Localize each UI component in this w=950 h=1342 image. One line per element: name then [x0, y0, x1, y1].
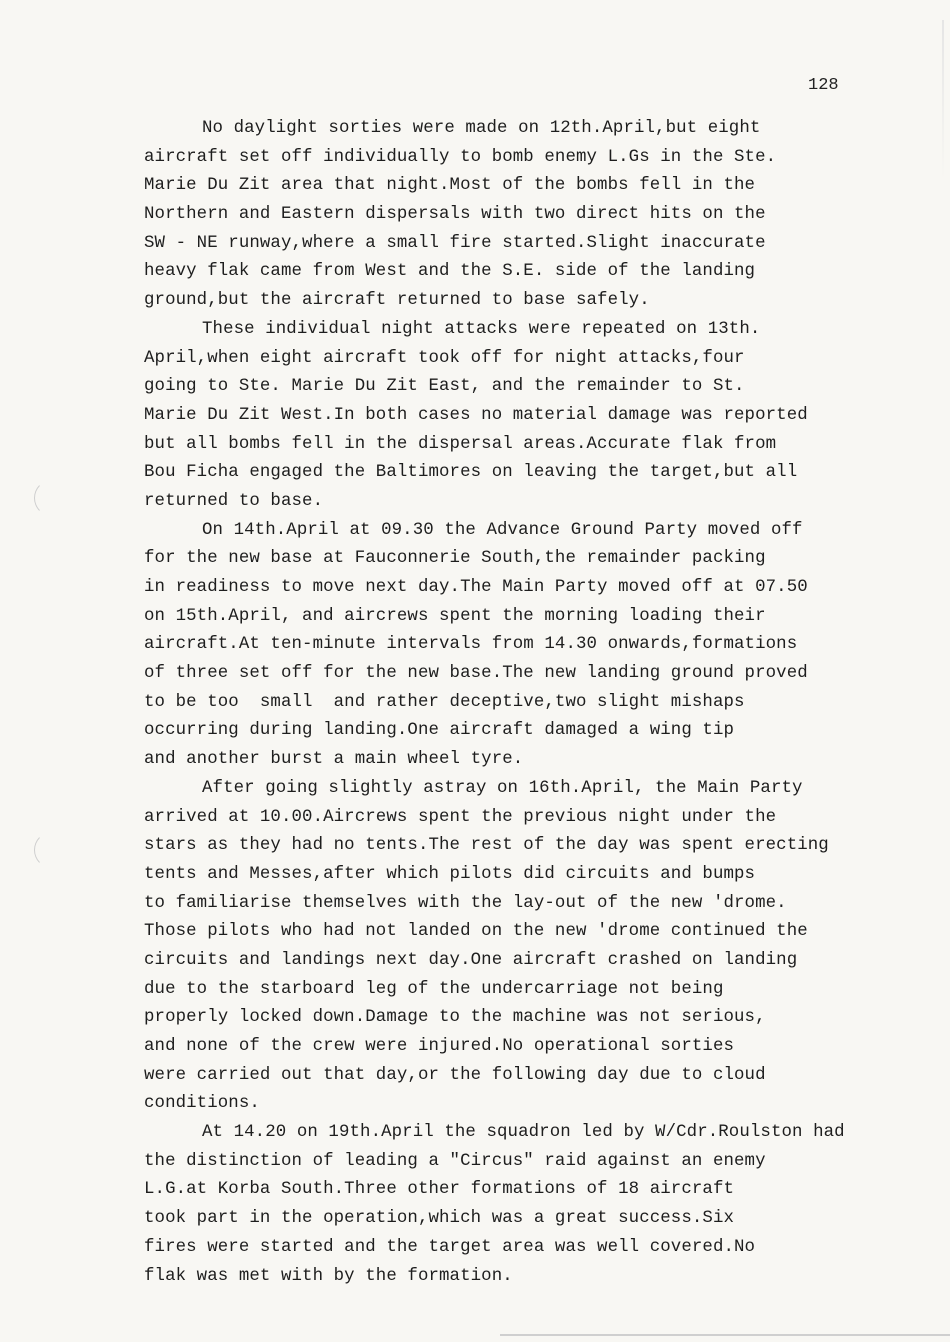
paragraph	[144, 316, 934, 517]
text-line: Marie Du Zit West.In both cases no material damage was reported	[144, 405, 808, 425]
text-line: Those pilots who had not landed on the new 'drome continued the	[144, 922, 808, 942]
text-line: for the new base at Fauconnerie South,the remainder packing	[144, 549, 766, 569]
text-line: Marie Du Zit area that night.Most of the bombs fell in the	[144, 176, 756, 196]
text-line: stars as they had no tents.The rest of the day was spent erecting	[144, 836, 829, 856]
paragraph	[144, 775, 934, 1119]
text-line: fires were started and the target area was well covered.No	[144, 1237, 756, 1257]
text-line: on 15th.April, and aircrews spent the morning loading their	[144, 606, 766, 626]
document-body	[144, 115, 934, 1291]
text-line: due to the starboard leg of the undercarriage not being	[144, 979, 724, 999]
text-line: to familiarise themselves with the lay-out of the new 'drome.	[144, 893, 787, 913]
punch-hole-top	[34, 480, 69, 516]
paper-bottom-edge	[500, 1334, 950, 1336]
text-line: flak was met with by the formation.	[144, 1266, 513, 1286]
text-line: were carried out that day,or the following day due to cloud	[144, 1065, 766, 1085]
text-line: These individual night attacks were repeated on 13th.	[202, 319, 761, 339]
text-line: On 14th.April at 09.30 the Advance Ground Party moved off	[202, 520, 803, 540]
text-line: in readiness to move next day.The Main Party moved off at 07.50	[144, 578, 808, 597]
text-line: heavy flak came from West and the S.E. side of the landing	[144, 262, 756, 282]
paragraph	[144, 1119, 934, 1291]
text-line: tents and Messes,after which pilots did circuits and bumps	[144, 864, 756, 884]
text-line: conditions.	[144, 1094, 260, 1114]
page-number: 128	[808, 76, 839, 95]
text-line: going to Ste. Marie Du Zit East, and the remainder to St.	[144, 377, 745, 397]
text-line: aircraft set off individually to bomb enemy L.Gs in the Ste.	[144, 147, 777, 167]
text-line: of three set off for the new base.The new landing ground proved	[144, 664, 808, 684]
text-line: and another burst a main wheel tyre.	[144, 750, 524, 770]
text-line: aircraft.At ten-minute intervals from 14.30 onwards,formations	[144, 635, 798, 655]
paragraph	[144, 517, 934, 775]
text-line: to be too small and rather deceptive,two slight mishaps	[144, 692, 745, 712]
text-line: properly locked down.Damage to the machine was not serious,	[144, 1008, 766, 1028]
text-line: and none of the crew were injured.No operational sorties	[144, 1037, 735, 1056]
punch-hole-bottom	[34, 832, 69, 868]
text-line: L.G.at Korba South.Three other formations of 18 aircraft	[144, 1180, 735, 1200]
text-line: circuits and landings next day.One aircraft crashed on landing	[144, 950, 798, 970]
paper-edge-mark	[942, 20, 944, 180]
text-line: SW - NE runway,where a small fire started.Slight inaccurate	[144, 233, 766, 253]
text-line: but all bombs fell in the dispersal areas.Accurate flak from	[144, 434, 777, 454]
text-line: returned to base.	[144, 491, 324, 511]
text-line: ground,but the aircraft returned to base safely.	[144, 291, 650, 311]
text-line: Bou Ficha engaged the Baltimores on leaving the target,but all	[144, 463, 798, 483]
text-line: the distinction of leading a "Circus" raid against an enemy	[144, 1151, 766, 1171]
text-line: occurring during landing.One aircraft damaged a wing tip	[144, 721, 735, 741]
text-line: No daylight sorties were made on 12th.April,but eight	[202, 119, 761, 138]
text-line: arrived at 10.00.Aircrews spent the previous night under the	[144, 807, 777, 827]
text-line: April,when eight aircraft took off for night attacks,four	[144, 348, 745, 368]
text-line: At 14.20 on 19th.April the squadron led by W/Cdr.Roulston had	[202, 1123, 845, 1143]
text-line: took part in the operation,which was a great success.Six	[144, 1209, 735, 1229]
paragraph	[144, 115, 934, 316]
text-line: Northern and Eastern dispersals with two direct hits on the	[144, 205, 766, 225]
text-line: After going slightly astray on 16th.April, the Main Party	[202, 778, 803, 798]
